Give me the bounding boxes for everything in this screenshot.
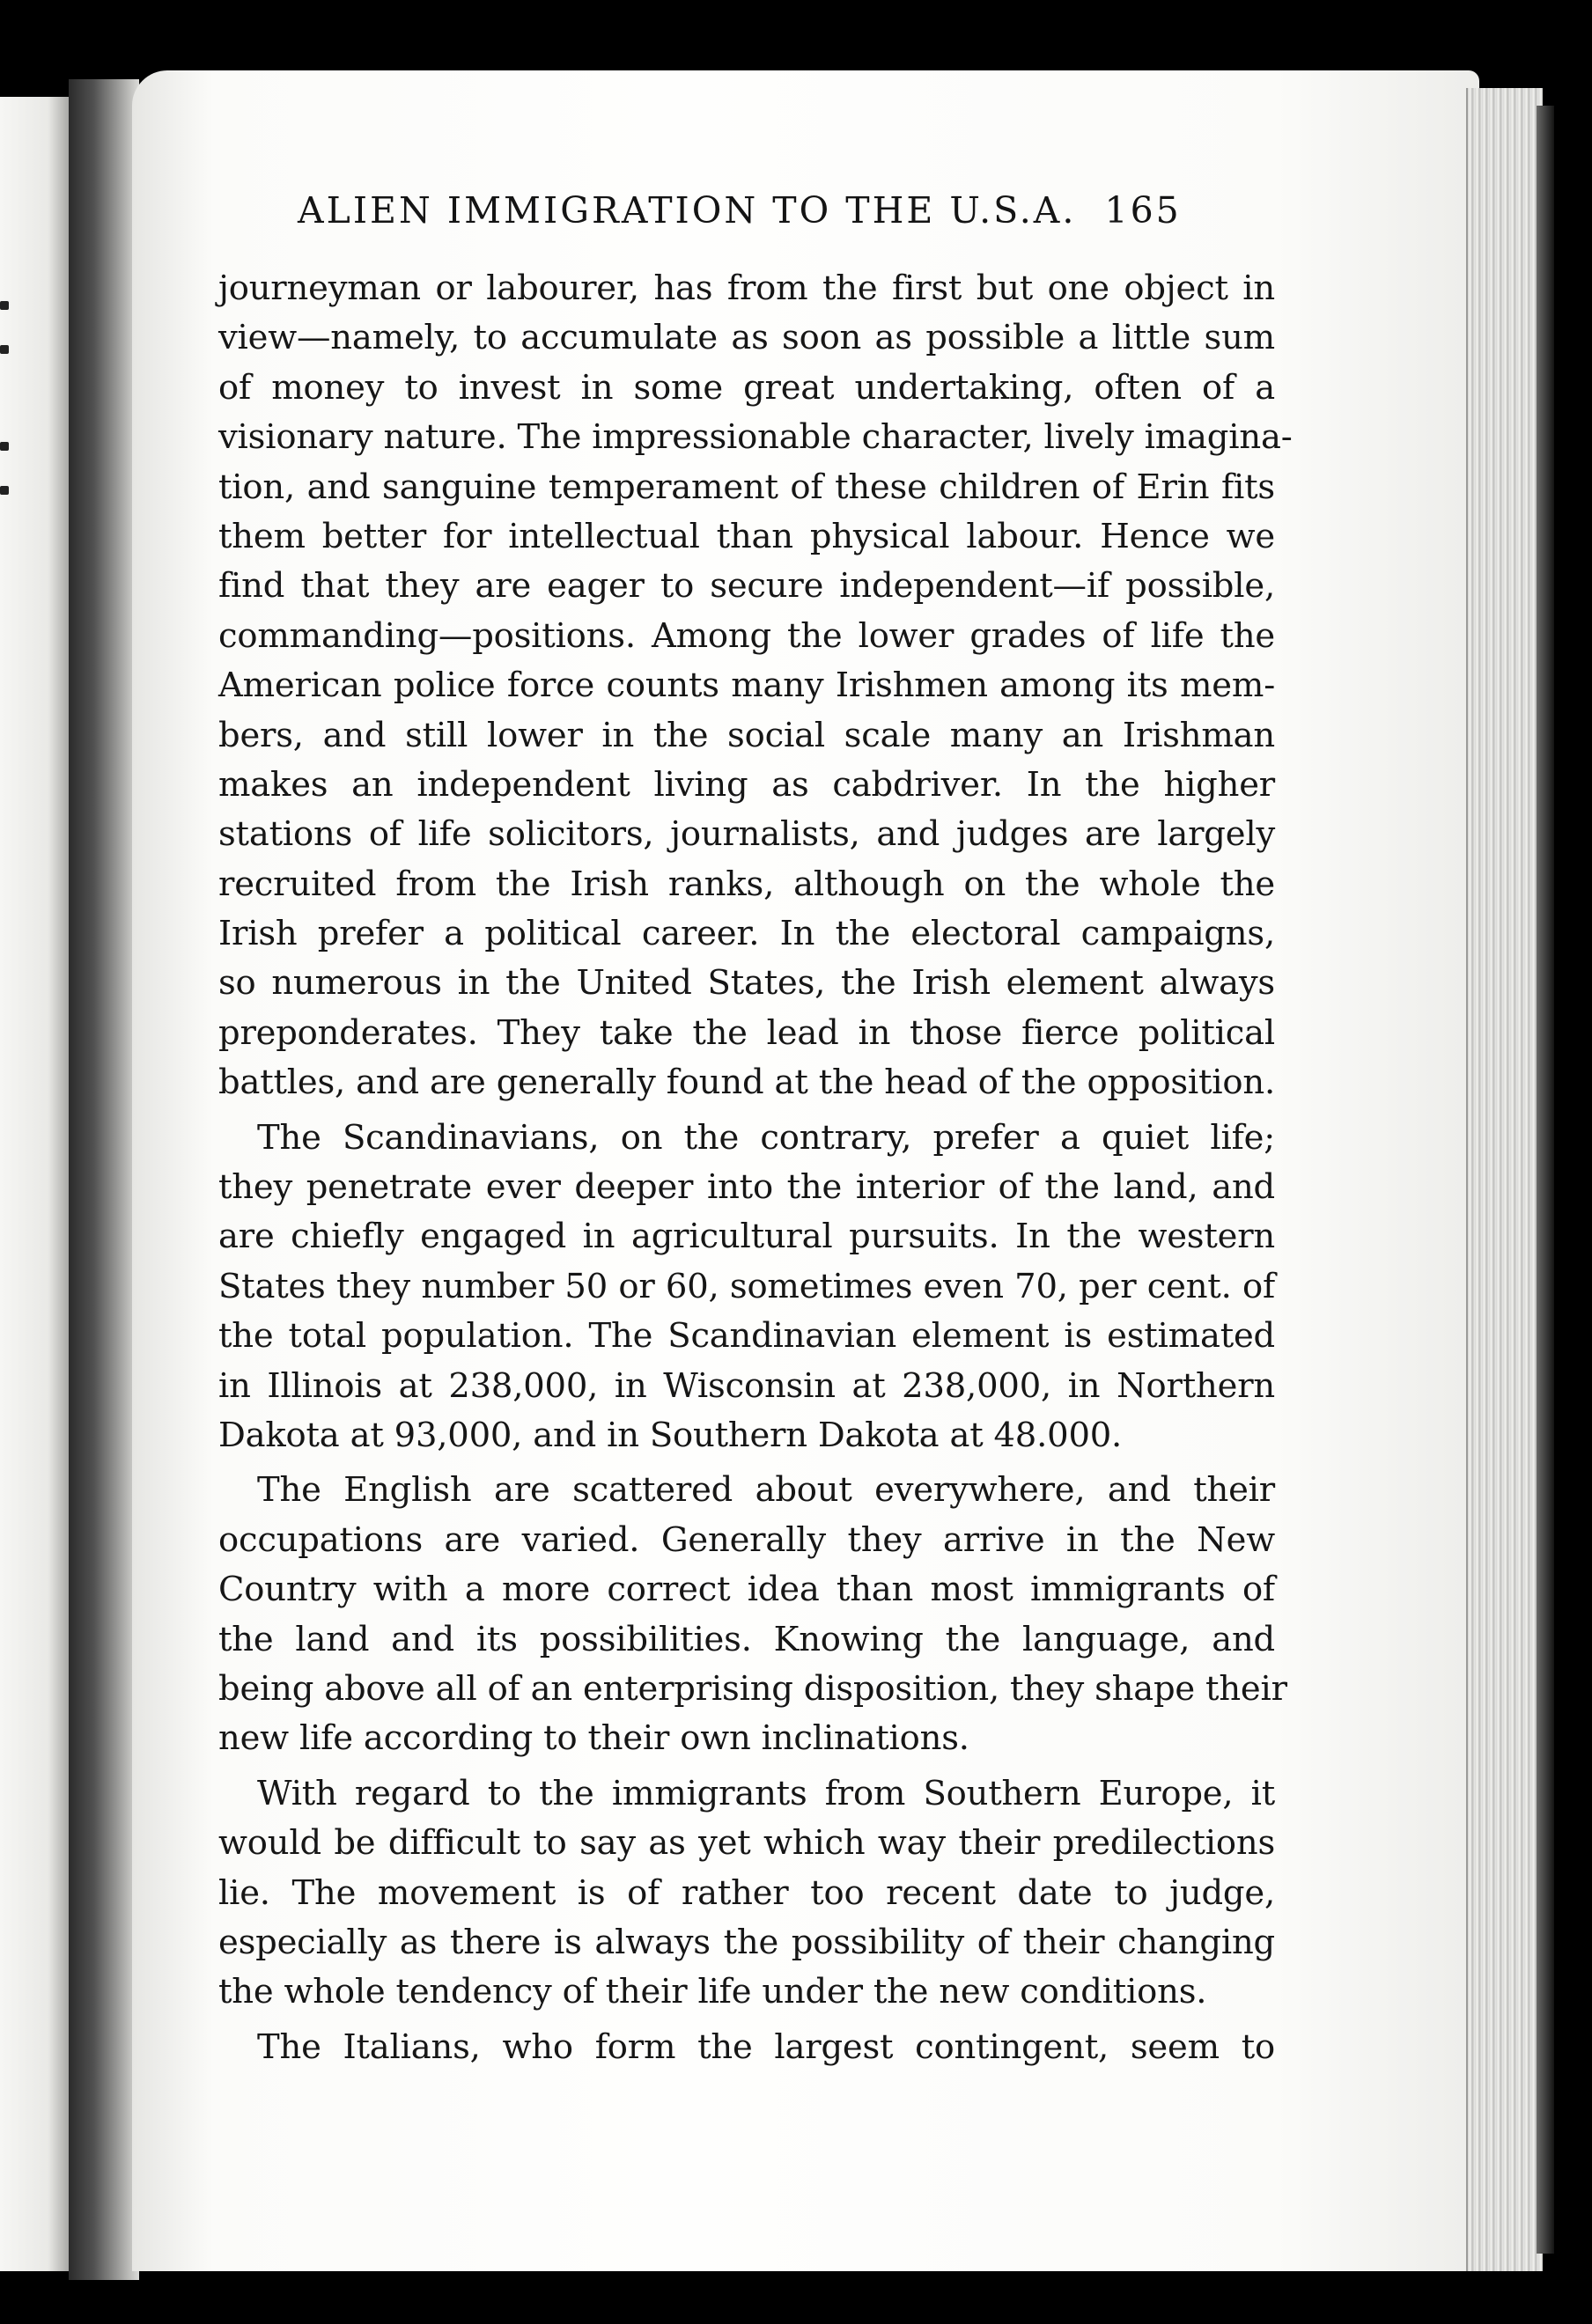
text-line: the land and its possibilities. Knowing the language, and [218,1619,1275,1659]
text-line: occupations are varied. Generally they arrive in the New [218,1519,1275,1560]
text-line: recruited from the Irish ranks, although on the whole the [218,864,1275,904]
text-line: of money to invest in some great undertaking, often of a [218,367,1275,408]
text-line: American police force counts many Irishmen among its mem- [218,666,1275,706]
text-line: Dakota at 93,000, and in Southern Dakota at 48.000. [218,1415,1123,1455]
text-line: so numerous in the United States, the Irish element always [218,963,1275,1004]
text-line: in Illinois at 238,000, in Wisconsin at 238,000, in Northern [218,1365,1275,1406]
text-line: battles, and are generally found at the head of the opposition. [218,1063,1275,1103]
text-line: being above all of an enterprising disposition, they shape their [218,1668,1287,1709]
text-line: are chiefly engaged in agricultural pursuits. In the western [218,1217,1275,1257]
paragraph-italians [218,2023,1275,2072]
text-line: tion, and sanguine temperament of these children of Erin fits [218,467,1275,507]
page-edge-shadow [1537,106,1554,2254]
text-line: visionary nature. The impressionable character, lively imagina- [218,417,1293,458]
text-line: preponderates. They take the lead in those fierce political [218,1012,1275,1053]
text-fragment-mark [0,301,9,310]
body-text [218,264,1293,2072]
text-fragment-mark [0,486,9,495]
text-line: The Italians, who form the largest contingent, seem to [257,2026,1275,2067]
book-gutter [69,79,139,2280]
paragraph-irish [218,264,1293,1108]
text-line: the total population. The Scandinavian element is estimated [218,1316,1275,1357]
text-line: bers, and still lower in the social scale many an Irishman [218,715,1275,755]
paragraph-english [218,1466,1287,1763]
page-stack-edges [1466,88,1543,2271]
text-line: The English are scattered about everywhere, and their [257,1470,1275,1511]
paragraph-southern-europe [218,1769,1275,2018]
page-number: 165 [1104,189,1182,232]
text-line: With regard to the immigrants from Southern Europe, it [257,1773,1275,1813]
text-line: especially as there is always the possibility of their changing [218,1922,1275,1962]
text-line: lie. The movement is of rather too recent date to judge, [218,1872,1275,1913]
text-line: States they number 50 or 60, sometimes even 70, per cent. of [218,1266,1275,1306]
text-line: Irish prefer a political career. In the electoral campaigns, [218,914,1275,954]
text-line: view—namely, to accumulate as soon as possible a little sum [218,318,1275,358]
text-line: Country with a more correct idea than most immigrants of [218,1570,1275,1610]
text-line: commanding—positions. Among the lower grades of life the [218,615,1275,656]
text-line: journeyman or labourer, has from the first but one object in [218,268,1275,308]
text-line: them better for intellectual than physical labour. Hence we [218,516,1275,556]
paragraph-scandinavians [218,1114,1275,1461]
text-fragment-mark [0,442,9,451]
text-line: they penetrate ever deeper into the interior of the land, and [218,1167,1275,1208]
text-line: the whole tendency of their life under the new conditions. [218,1972,1207,2012]
facing-page-edge [0,97,69,2271]
text-line: find that they are eager to secure independent—if possible, [218,566,1275,607]
running-head-title: ALIEN IMMIGRATION TO THE U.S.A. [298,189,1077,232]
text-fragment-mark [0,345,9,354]
text-line: new life according to their own inclinations. [218,1718,969,1759]
text-line: stations of life solicitors, journalists, and judges are largely [218,814,1275,855]
text-line: The Scandinavians, on the contrary, prefer a quiet life; [257,1117,1275,1158]
running-head [298,189,1266,242]
text-line: would be difficult to say as yet which way their predilections [218,1823,1275,1864]
text-line: makes an independent living as cabdriver. In the higher [218,764,1275,805]
